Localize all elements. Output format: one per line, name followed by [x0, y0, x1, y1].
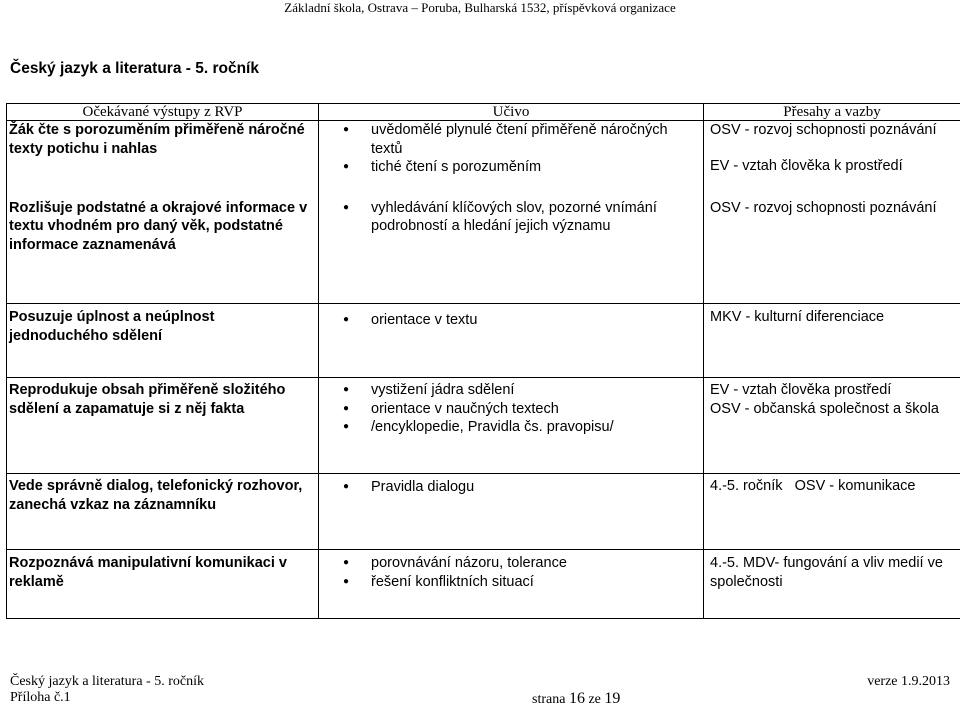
link-item: OSV - rozvoj schopnosti poznávání — [710, 199, 958, 218]
links-cell — [704, 378, 960, 474]
topic-item: ● vyhledávání klíčových slov, pozorné vnímání podrobností a hledání jejich významu — [321, 199, 701, 236]
links-cell — [704, 121, 960, 199]
footer-version: verze 1.9.2013 — [867, 674, 950, 690]
link-item: OSV - občanská společnost a škola — [710, 400, 958, 419]
column-header-outcomes: Očekávané výstupy z RVP — [7, 104, 319, 121]
outcome-cell: Reprodukuje obsah přiměřeně složitého sdělení a zapamatuje si z něj fakta — [7, 378, 319, 474]
table-row — [7, 550, 960, 619]
footer-subject: Český jazyk a literatura - 5. ročník — [10, 674, 204, 690]
link-item: 4.-5. MDV- fungování a vliv medií ve společnosti — [710, 554, 958, 591]
outcome-cell: Rozpoznává manipulativní komunikaci v reklamě — [7, 550, 319, 619]
table-row — [7, 121, 960, 199]
link-item: EV - vztah člověka k prostředí — [710, 157, 958, 176]
topic-item: ● /encyklopedie, Pravidla čs. pravopisu/ — [321, 418, 701, 437]
link-item: OSV - rozvoj schopnosti poznávání — [710, 121, 958, 140]
link-item: MKV - kulturní diferenciace — [710, 308, 958, 327]
page-current: 16 — [569, 690, 585, 707]
outcome-cell: Posuzuje úplnost a neúplnost jednoduchého sdělení — [7, 304, 319, 378]
link-item: 4.-5. ročník OSV - komunikace — [710, 477, 958, 496]
topics-cell — [319, 474, 704, 550]
curriculum-table — [6, 103, 960, 619]
footer-attachment: Příloha č.1 — [10, 690, 71, 706]
topic-item: ● Pravidla dialogu — [321, 478, 701, 497]
document-title: Český jazyk a literatura - 5. ročník — [10, 60, 259, 78]
topics-cell — [319, 304, 704, 378]
topic-item: ● uvědomělé plynulé čtení přiměřeně náročných textů — [321, 121, 701, 158]
topics-cell — [319, 199, 704, 304]
link-item: EV - vztah člověka prostředí — [710, 381, 958, 400]
topics-cell — [319, 121, 704, 199]
footer-page-number — [532, 690, 620, 708]
table-row — [7, 304, 960, 378]
topic-item: ● orientace v textu — [321, 311, 701, 330]
topic-item: ● řešení konfliktních situací — [321, 573, 701, 592]
topic-item: ● tiché čtení s porozuměním — [321, 158, 701, 177]
column-header-links: Přesahy a vazby — [704, 104, 960, 121]
links-cell — [704, 474, 960, 550]
links-cell — [704, 304, 960, 378]
page-prefix: strana — [532, 692, 565, 707]
topic-item: ● orientace v naučných textech — [321, 400, 701, 419]
topic-item: ● porovnávání názoru, tolerance — [321, 554, 701, 573]
table-row — [7, 378, 960, 474]
table-row — [7, 474, 960, 550]
page-separator: ze — [588, 692, 600, 707]
outcome-cell: Rozlišuje podstatné a okrajové informace v textu vhodném pro daný věk, podstatné informace zaznamenává — [7, 199, 319, 304]
organization-header: Základní škola, Ostrava – Poruba, Bulharská 1532, příspěvková organizace — [0, 0, 960, 16]
topics-cell — [319, 550, 704, 619]
topics-cell — [319, 378, 704, 474]
column-header-curriculum: Učivo — [319, 104, 704, 121]
links-cell — [704, 199, 960, 304]
outcome-cell: Žák čte s porozuměním přiměřeně náročné texty potichu i nahlas — [7, 121, 319, 199]
outcome-cell: Vede správně dialog, telefonický rozhovor, zanechá vzkaz na záznamníku — [7, 474, 319, 550]
table-row — [7, 199, 960, 304]
topic-item: ● vystižení jádra sdělení — [321, 381, 701, 400]
links-cell — [704, 550, 960, 619]
page-total: 19 — [604, 690, 620, 707]
